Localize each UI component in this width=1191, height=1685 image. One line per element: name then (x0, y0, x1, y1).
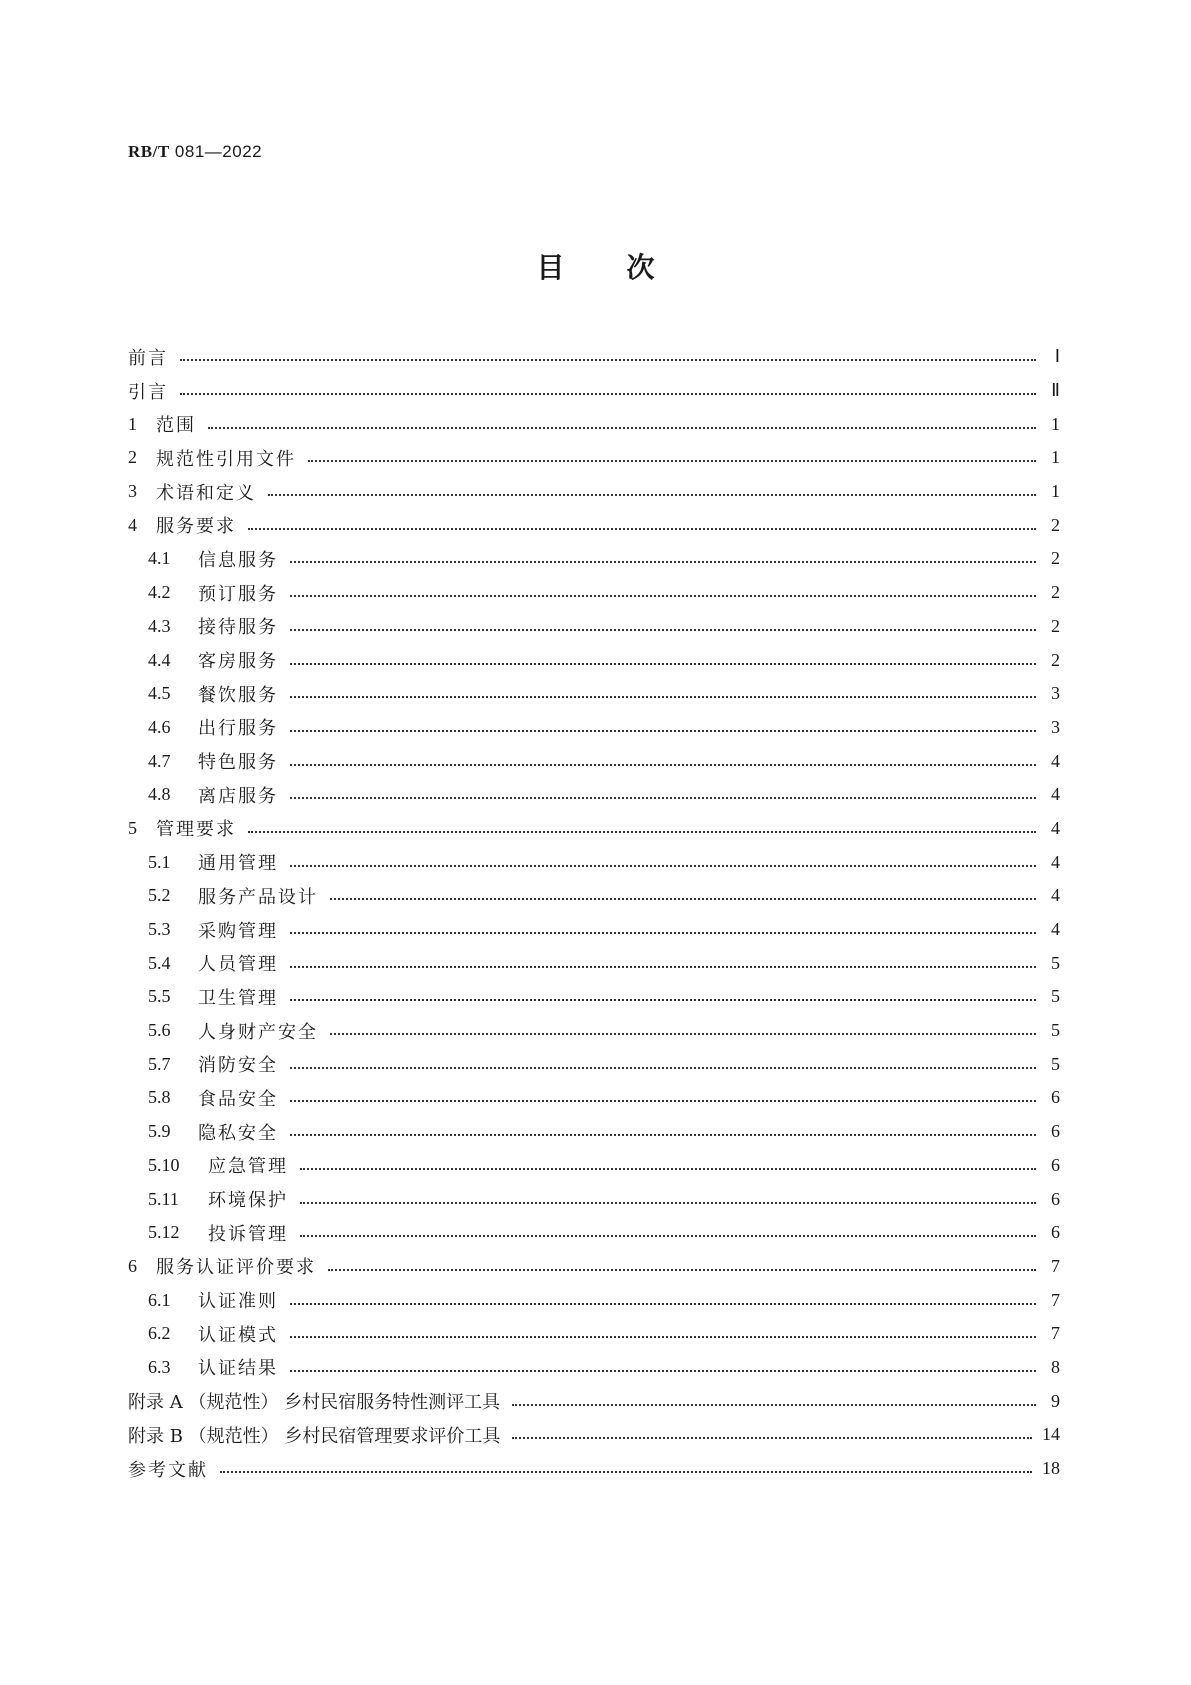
toc-entry[interactable] (128, 913, 1060, 947)
toc-entry[interactable] (128, 812, 1060, 846)
toc-entry-label: 术语和定义 (156, 482, 256, 504)
toc-entry-label: 认证结果 (198, 1358, 278, 1380)
toc-dot-leader (290, 1133, 1036, 1136)
toc-entry-page-number: 7 (1051, 1323, 1060, 1344)
toc-entry[interactable] (128, 1452, 1060, 1486)
toc-entry-page-number: 1 (1051, 447, 1060, 468)
toc-entry[interactable] (128, 475, 1060, 509)
toc-entry-label: 人身财产安全 (198, 1021, 318, 1043)
toc-dot-leader (300, 1234, 1036, 1237)
toc-dot-leader (290, 662, 1036, 665)
toc-dot-leader (290, 763, 1036, 766)
toc-entry-number: 4.5 (148, 683, 171, 704)
toc-entry-number: 4.6 (148, 716, 171, 737)
toc-entry-page-number: 4 (1051, 919, 1060, 940)
toc-entry-label: 参考文献 (128, 1459, 208, 1481)
toc-dot-leader (290, 695, 1036, 698)
toc-entry-label: 接待服务 (198, 617, 278, 639)
toc-entry-label: 引言 (128, 381, 168, 403)
toc-entry-number: 5.7 (148, 1053, 171, 1074)
toc-entry-label: 应急管理 (208, 1156, 288, 1178)
toc-entry-number: 5.2 (148, 885, 171, 906)
toc-entry-number: 5.3 (148, 919, 171, 940)
toc-entry-page-number: 3 (1051, 683, 1060, 704)
toc-entry-page-number: 7 (1051, 1255, 1060, 1276)
toc-entry-label: 消防安全 (198, 1055, 278, 1077)
toc-dot-leader (180, 358, 1036, 361)
toc-entry-number: 4 (128, 514, 137, 535)
toc-entry-label: 出行服务 (198, 718, 278, 740)
toc-entry-label: 服务认证评价要求 (156, 1257, 316, 1279)
toc-entry-number: 6.3 (148, 1356, 171, 1377)
toc-entry-label: 卫生管理 (198, 987, 278, 1009)
toc-entry-page-number: 18 (1042, 1458, 1060, 1479)
toc-entry[interactable] (128, 879, 1060, 913)
toc-entry-number: 4.7 (148, 750, 171, 771)
toc-entry-page-number: 4 (1051, 817, 1060, 838)
toc-entry[interactable] (128, 610, 1060, 644)
toc-entry-number: 4.8 (148, 784, 171, 805)
toc-dot-leader (330, 1032, 1036, 1035)
toc-entry-number: 5.9 (148, 1121, 171, 1142)
toc-entry[interactable] (128, 980, 1060, 1014)
toc-entry-number: 5.10 (148, 1154, 180, 1175)
toc-entry-label: 认证模式 (198, 1324, 278, 1346)
toc-entry[interactable] (128, 407, 1060, 441)
toc-dot-leader (290, 1099, 1036, 1102)
toc-entry-label: 环境保护 (208, 1190, 288, 1212)
toc-entry-page-number: 2 (1051, 582, 1060, 603)
toc-entry-page-number: Ⅰ (1054, 346, 1060, 367)
toc-entry[interactable] (128, 677, 1060, 711)
toc-entry-number: 5.4 (148, 952, 171, 973)
toc-entry[interactable] (128, 576, 1060, 610)
toc-entry-label: 范围 (156, 415, 196, 437)
table-of-contents (128, 340, 1060, 1485)
standard-code-prefix: RB/T (128, 142, 170, 161)
toc-dot-leader (180, 392, 1036, 395)
toc-dot-leader (328, 1268, 1036, 1271)
toc-entry-page-number: 14 (1042, 1424, 1060, 1445)
toc-entry-label: 规范性引用文件 (156, 448, 296, 470)
toc-entry-number: 1 (128, 413, 137, 434)
toc-entry-number: 4.4 (148, 649, 171, 670)
toc-dot-leader (290, 931, 1036, 934)
toc-dot-leader (268, 493, 1036, 496)
toc-dot-leader (290, 594, 1036, 597)
toc-entry-number: 5.1 (148, 851, 171, 872)
toc-entry-number: 5.5 (148, 986, 171, 1007)
toc-entry-label: 餐饮服务 (198, 684, 278, 706)
toc-dot-leader (290, 864, 1036, 867)
toc-dot-leader (290, 965, 1036, 968)
toc-entry-number: 3 (128, 481, 137, 502)
toc-entry-label: 人员管理 (198, 954, 278, 976)
toc-entry-label: 隐私安全 (198, 1122, 278, 1144)
toc-entry-page-number: 5 (1051, 952, 1060, 973)
toc-entry-number: 6.2 (148, 1323, 171, 1344)
toc-entry-label: 食品安全 (198, 1088, 278, 1110)
toc-entry[interactable] (128, 1317, 1060, 1351)
toc-entry-page-number: 1 (1051, 413, 1060, 434)
toc-entry-number: 4.3 (148, 615, 171, 636)
page-title-char-2: 次 (626, 251, 655, 284)
toc-entry-label: 预订服务 (198, 583, 278, 605)
toc-entry[interactable] (128, 744, 1060, 778)
toc-dot-leader (220, 1470, 1032, 1473)
toc-entry-number: 5.6 (148, 1020, 171, 1041)
toc-entry-number: 6 (128, 1255, 137, 1276)
toc-dot-leader (290, 729, 1036, 732)
toc-dot-leader (300, 1167, 1036, 1170)
toc-entry-label: 附录 B （规范性） 乡村民宿管理要求评价工具 (128, 1425, 501, 1447)
toc-entry-number: 6.1 (148, 1289, 171, 1310)
standard-code (128, 142, 262, 162)
toc-entry[interactable] (128, 1216, 1060, 1250)
toc-entry-page-number: 6 (1051, 1121, 1060, 1142)
toc-entry[interactable] (128, 1115, 1060, 1149)
page-title (0, 246, 1191, 286)
toc-entry-page-number: 6 (1051, 1087, 1060, 1108)
toc-dot-leader (248, 527, 1036, 530)
toc-entry[interactable] (128, 1047, 1060, 1081)
toc-dot-leader (290, 1369, 1036, 1372)
toc-entry-label: 特色服务 (198, 752, 278, 774)
toc-entry-page-number: 5 (1051, 986, 1060, 1007)
toc-dot-leader (308, 459, 1036, 462)
toc-entry-page-number: 4 (1051, 784, 1060, 805)
toc-entry[interactable] (128, 1081, 1060, 1115)
toc-entry-label: 服务产品设计 (198, 886, 318, 908)
toc-entry-page-number: 2 (1051, 514, 1060, 535)
toc-entry-number: 5 (128, 817, 137, 838)
toc-entry[interactable] (128, 946, 1060, 980)
toc-entry-page-number: 6 (1051, 1188, 1060, 1209)
toc-entry-label: 信息服务 (198, 549, 278, 571)
toc-entry-page-number: 7 (1051, 1289, 1060, 1310)
toc-dot-leader (208, 426, 1036, 429)
toc-entry-number: 4.2 (148, 582, 171, 603)
toc-entry-label: 附录 A （规范性） 乡村民宿服务特性测评工具 (128, 1392, 501, 1414)
toc-entry-page-number: 5 (1051, 1020, 1060, 1041)
toc-dot-leader (330, 897, 1036, 900)
standard-code-number: 081—2022 (174, 142, 263, 161)
toc-entry-number: 5.11 (148, 1188, 179, 1209)
toc-entry-page-number: 2 (1051, 548, 1060, 569)
toc-entry-label: 前言 (128, 347, 168, 369)
toc-entry-label: 认证准则 (198, 1291, 278, 1313)
toc-entry-page-number: 4 (1051, 851, 1060, 872)
toc-entry[interactable] (128, 374, 1060, 408)
toc-dot-leader (512, 1436, 1032, 1439)
toc-entry-number: 4.1 (148, 548, 171, 569)
toc-entry[interactable] (128, 508, 1060, 542)
toc-entry-page-number: 4 (1051, 750, 1060, 771)
toc-entry-number: 5.12 (148, 1222, 180, 1243)
toc-entry-page-number: Ⅱ (1051, 380, 1060, 401)
toc-dot-leader (290, 796, 1036, 799)
toc-entry-page-number: 2 (1051, 615, 1060, 636)
toc-dot-leader (290, 1335, 1036, 1338)
toc-entry[interactable] (128, 1384, 1060, 1418)
toc-entry[interactable] (128, 1351, 1060, 1385)
toc-entry[interactable] (128, 1182, 1060, 1216)
toc-dot-leader (290, 1302, 1036, 1305)
page-title-char-1: 目 (536, 251, 565, 284)
toc-entry-label: 通用管理 (198, 853, 278, 875)
toc-entry[interactable] (128, 1250, 1060, 1284)
toc-entry-page-number: 5 (1051, 1053, 1060, 1074)
toc-dot-leader (290, 998, 1036, 1001)
toc-dot-leader (248, 830, 1036, 833)
toc-entry-number: 2 (128, 447, 137, 468)
toc-entry-page-number: 6 (1051, 1154, 1060, 1175)
toc-dot-leader (300, 1201, 1036, 1204)
toc-entry[interactable] (128, 542, 1060, 576)
toc-entry-label: 客房服务 (198, 651, 278, 673)
toc-entry-page-number: 2 (1051, 649, 1060, 670)
toc-entry-page-number: 3 (1051, 716, 1060, 737)
toc-entry-page-number: 1 (1051, 481, 1060, 502)
toc-entry-label: 管理要求 (156, 819, 236, 841)
toc-entry-label: 服务要求 (156, 516, 236, 538)
toc-entry-number: 5.8 (148, 1087, 171, 1108)
toc-dot-leader (290, 560, 1036, 563)
toc-entry[interactable] (128, 845, 1060, 879)
toc-entry[interactable] (128, 1149, 1060, 1183)
toc-entry[interactable] (128, 1418, 1060, 1452)
toc-entry-label: 离店服务 (198, 785, 278, 807)
toc-entry-page-number: 6 (1051, 1222, 1060, 1243)
toc-entry[interactable] (128, 441, 1060, 475)
toc-entry[interactable] (128, 778, 1060, 812)
toc-entry-label: 采购管理 (198, 920, 278, 942)
toc-entry-label: 投诉管理 (208, 1223, 288, 1245)
toc-entry[interactable] (128, 643, 1060, 677)
toc-entry-page-number: 4 (1051, 885, 1060, 906)
toc-entry-page-number: 9 (1051, 1390, 1060, 1411)
toc-entry[interactable] (128, 1014, 1060, 1048)
toc-entry[interactable] (128, 711, 1060, 745)
toc-entry-page-number: 8 (1051, 1356, 1060, 1377)
toc-dot-leader (290, 1066, 1036, 1069)
toc-entry[interactable] (128, 340, 1060, 374)
toc-entry[interactable] (128, 1283, 1060, 1317)
toc-dot-leader (290, 628, 1036, 631)
toc-dot-leader (512, 1403, 1036, 1406)
